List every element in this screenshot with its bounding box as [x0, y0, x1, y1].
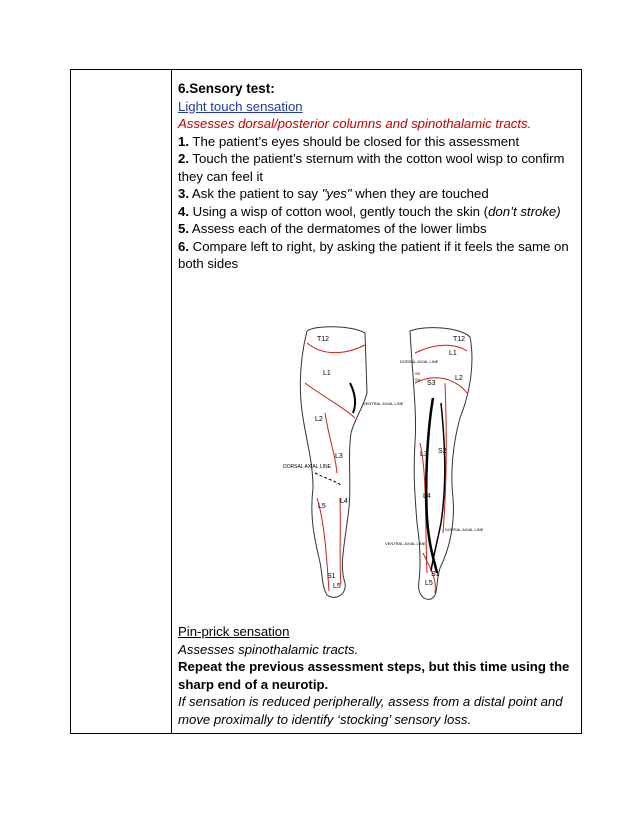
label-l2-front: L2 [315, 416, 323, 423]
step-1: 1. The patient’s eyes should be closed for this assessment [178, 133, 520, 149]
label-s1-front: S1 [327, 573, 336, 580]
step-2: 2. Touch the patient’s sternum with the cotton wool wisp to confirm they can feel it [178, 151, 565, 184]
label-l5b-front: L5 [333, 583, 341, 590]
label-t12-back: T12 [453, 336, 466, 343]
pin-prick-instructions: Repeat the previous assessment steps, but this time using the sharp end of a neurotip. [178, 659, 570, 692]
label-dorsal-axial-low: DORSAL AXIAL LINE [445, 527, 484, 532]
label-l5-front: L5 [318, 503, 326, 510]
light-touch-subtitle: Assesses dorsal/posterior columns and spinothalamic tracts. [178, 116, 532, 131]
label-ventral-axial-bottom: VENTRAL AXIAL LINE [385, 541, 426, 546]
label-s1-back: S1 [431, 571, 440, 578]
step-6: 6. Compare left to right, by asking the patient if it feels the same on both sides [178, 238, 569, 271]
label-s2-back: S2 [438, 448, 447, 455]
label-t12-front: T12 [317, 336, 330, 343]
pin-prick-title: Pin-prick sensation [178, 624, 290, 639]
label-s4-back: S4 [415, 377, 420, 382]
light-touch-section [178, 80, 578, 273]
label-l1-back: L1 [449, 350, 457, 357]
light-touch-link[interactable]: Light touch sensation [178, 98, 303, 114]
label-l2-back: L2 [455, 375, 463, 382]
label-l5-back: L5 [425, 580, 433, 587]
column-divider [171, 70, 172, 733]
label-dorsal-axial-front: DORSAL AXIAL LINE [283, 464, 331, 470]
label-l3-back: L3 [420, 451, 428, 458]
step-5: 5. Assess each of the dermatomes of the lower limbs [178, 221, 487, 236]
step-3: 3. Ask the patient to say "yes" when they are touched [178, 186, 489, 201]
section-heading: 6.Sensory test: [178, 81, 275, 96]
label-l4-front: L4 [340, 498, 348, 505]
label-ventral-axial-top: VENTRAL AXIAL LINE [363, 401, 404, 406]
dermatome-diagram [255, 323, 495, 605]
label-s3-back: S3 [427, 380, 436, 387]
pin-prick-subtitle: Assesses spinothalamic tracts. [178, 641, 359, 657]
step-4: 4. Using a wisp of cotton wool, gently touch the skin (don’t stroke) [178, 203, 561, 219]
label-l1-front: L1 [323, 370, 331, 377]
pin-prick-note: If sensation is reduced peripherally, assess from a distal point and move proximally to identify ‘stocking’ sensory loss. [178, 694, 563, 727]
label-dorsal-axial-back: DORSAL AXIAL LINE [400, 359, 439, 364]
pin-prick-section [178, 623, 578, 728]
label-s5-back: S5 [415, 371, 420, 376]
label-l4-back: L4 [423, 493, 431, 500]
label-l3-front: L3 [335, 453, 343, 460]
